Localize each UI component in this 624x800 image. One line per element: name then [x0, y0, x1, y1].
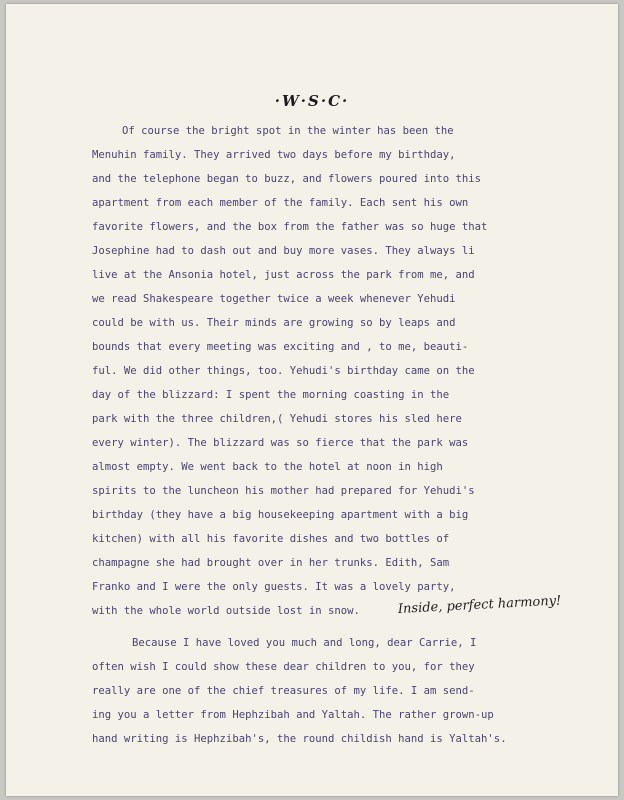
handwritten-note: Inside, perfect harmony!	[397, 593, 562, 617]
letter-line: park with the three children,( Yehudi stores his sled here	[92, 413, 462, 425]
letter-line: we read Shakespeare together twice a week whenever Yehudi	[92, 293, 456, 305]
letter-line: bounds that every meeting was exciting and , to me, beauti-	[92, 341, 469, 353]
letter-line: Of course the bright spot in the winter has been the	[122, 125, 454, 137]
letter-line: with the whole world outside lost in snow.	[92, 605, 360, 617]
letter-line: birthday (they have a big housekeeping apartment with a big	[92, 509, 469, 521]
letter-line: day of the blizzard: I spent the morning coasting in the	[92, 389, 450, 401]
letter-line: champagne she had brought over in her trunks. Edith, Sam	[92, 557, 450, 569]
letter-line: favorite flowers, and the box from the father was so huge that	[92, 221, 488, 233]
letter-line: kitchen) with all his favorite dishes and two bottles of	[92, 533, 450, 545]
letter-line: and the telephone began to buzz, and flowers poured into this	[92, 173, 482, 185]
letter-line: almost empty. We went back to the hotel at noon in high	[92, 461, 443, 473]
letter-line: hand writing is Hephzibah's, the round childish hand is Yaltah's.	[92, 733, 507, 745]
letter-line: often wish I could show these dear children to you, for they	[92, 661, 475, 673]
letter-line: ful. We did other things, too. Yehudi's birthday came on the	[92, 365, 475, 377]
letter-line: live at the Ansonia hotel, just across the park from me, and	[92, 269, 475, 281]
letter-line: Because I have loved you much and long, dear Carrie, I	[132, 637, 477, 649]
letterhead-monogram: ·W·S·C·	[274, 92, 350, 110]
letter-line: apartment from each member of the family. Each sent his own	[92, 197, 469, 209]
letter-line: every winter). The blizzard was so fierce that the park was	[92, 437, 469, 449]
letter-line: ing you a letter from Hephzibah and Yaltah. The rather grown-up	[92, 709, 494, 721]
letter-line: Franko and I were the only guests. It was a lovely party,	[92, 581, 456, 593]
letter-line: really are one of the chief treasures of my life. I am send-	[92, 685, 475, 697]
letter-line: could be with us. Their minds are growing so by leaps and	[92, 317, 456, 329]
letter-line: Menuhin family. They arrived two days before my birthday,	[92, 149, 456, 161]
letter-page	[6, 4, 618, 796]
letter-line: spirits to the luncheon his mother had prepared for Yehudi's	[92, 485, 475, 497]
letter-line: Josephine had to dash out and buy more vases. They always li	[92, 245, 475, 257]
